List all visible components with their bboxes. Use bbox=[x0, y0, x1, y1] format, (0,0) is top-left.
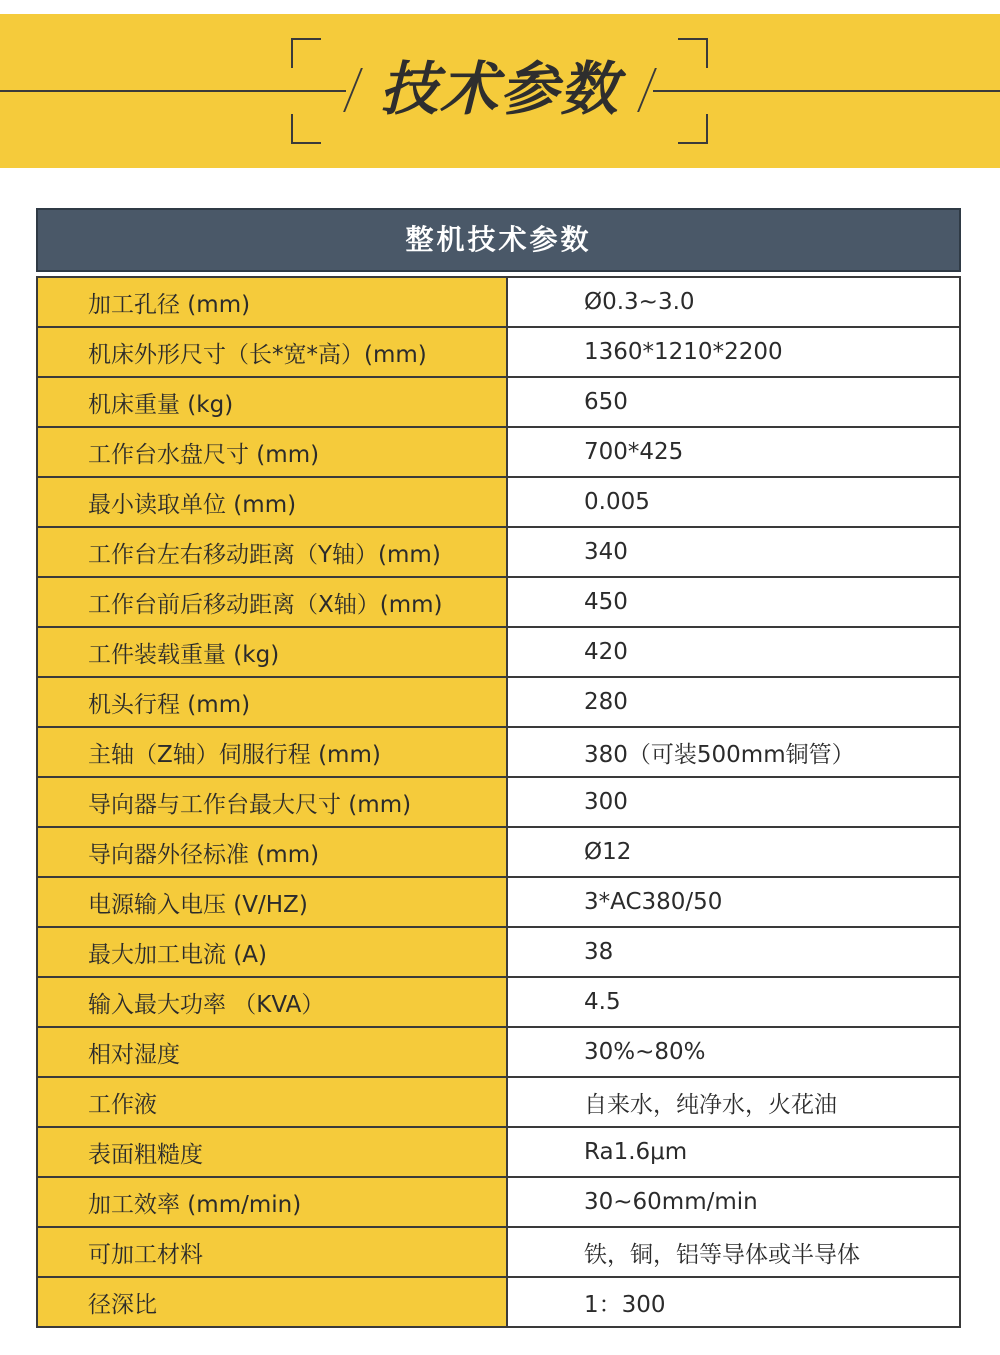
bracket-top-left bbox=[291, 38, 321, 68]
table-row bbox=[37, 377, 960, 427]
table-row bbox=[37, 327, 960, 377]
spec-value: 铁，铜，铝等导体或半导体 bbox=[507, 1227, 960, 1277]
table-row bbox=[37, 777, 960, 827]
spec-table bbox=[36, 276, 961, 1328]
spec-value: 自来水，纯净水，火花油 bbox=[507, 1077, 960, 1127]
bracket-bottom-left bbox=[291, 114, 321, 144]
page-title: 技术参数 bbox=[379, 55, 620, 123]
spec-value: 1360*1210*2200 bbox=[507, 327, 960, 377]
spec-label: 工件装载重量 (kg) bbox=[37, 627, 507, 677]
title-banner bbox=[0, 14, 1000, 168]
spec-label: 导向器与工作台最大尺寸 (mm) bbox=[37, 777, 507, 827]
spec-value: 38 bbox=[507, 927, 960, 977]
table-row bbox=[37, 677, 960, 727]
table-row bbox=[37, 1027, 960, 1077]
table-row bbox=[37, 1227, 960, 1277]
spec-label: 导向器外径标准 (mm) bbox=[37, 827, 507, 877]
spec-value: 700*425 bbox=[507, 427, 960, 477]
banner-line-right bbox=[653, 90, 1000, 92]
table-row bbox=[37, 527, 960, 577]
spec-label: 输入最大功率 （KVA） bbox=[37, 977, 507, 1027]
spec-value: 380（可装500mm铜管） bbox=[507, 727, 960, 777]
bracket-top-right bbox=[678, 38, 708, 68]
spec-value: Ra1.6μm bbox=[507, 1127, 960, 1177]
bracket-bottom-right bbox=[678, 114, 708, 144]
spec-label: 机床外形尺寸（长*宽*高）(mm) bbox=[37, 327, 507, 377]
spec-label: 最大加工电流 (A) bbox=[37, 927, 507, 977]
spec-value: 30%~80% bbox=[507, 1027, 960, 1077]
table-row bbox=[37, 627, 960, 677]
spec-label: 加工孔径 (mm) bbox=[37, 277, 507, 327]
spec-label: 工作台水盘尺寸 (mm) bbox=[37, 427, 507, 477]
spec-value: Ø12 bbox=[507, 827, 960, 877]
spec-label: 加工效率 (mm/min) bbox=[37, 1177, 507, 1227]
spec-value: 450 bbox=[507, 577, 960, 627]
spec-value: 3*AC380/50 bbox=[507, 877, 960, 927]
spec-label: 工作台前后移动距离（X轴）(mm) bbox=[37, 577, 507, 627]
table-row bbox=[37, 827, 960, 877]
spec-table-body bbox=[37, 277, 960, 1327]
table-row bbox=[37, 1277, 960, 1327]
table-row bbox=[37, 277, 960, 327]
spec-value: 1：300 bbox=[507, 1277, 960, 1327]
table-row bbox=[37, 977, 960, 1027]
spec-label: 电源输入电压 (V/HZ) bbox=[37, 877, 507, 927]
spec-label: 表面粗糙度 bbox=[37, 1127, 507, 1177]
table-title: 整机技术参数 bbox=[405, 223, 592, 256]
spec-label: 工作液 bbox=[37, 1077, 507, 1127]
spec-label: 机床重量 (kg) bbox=[37, 377, 507, 427]
table-row bbox=[37, 477, 960, 527]
spec-value: 300 bbox=[507, 777, 960, 827]
spec-value: 340 bbox=[507, 527, 960, 577]
table-row bbox=[37, 1077, 960, 1127]
spec-value: 4.5 bbox=[507, 977, 960, 1027]
spec-label: 机头行程 (mm) bbox=[37, 677, 507, 727]
table-row bbox=[37, 877, 960, 927]
table-row bbox=[37, 727, 960, 777]
spec-value: 30~60mm/min bbox=[507, 1177, 960, 1227]
table-row bbox=[37, 1177, 960, 1227]
table-row bbox=[37, 577, 960, 627]
banner-line-left bbox=[0, 90, 346, 92]
spec-value: 280 bbox=[507, 677, 960, 727]
table-row bbox=[37, 427, 960, 477]
spec-value: Ø0.3~3.0 bbox=[507, 277, 960, 327]
table-row bbox=[37, 1127, 960, 1177]
spec-label: 工作台左右移动距离（Y轴）(mm) bbox=[37, 527, 507, 577]
table-row bbox=[37, 927, 960, 977]
spec-label: 主轴（Z轴）伺服行程 (mm) bbox=[37, 727, 507, 777]
spec-value: 650 bbox=[507, 377, 960, 427]
spec-label: 最小读取单位 (mm) bbox=[37, 477, 507, 527]
spec-value: 420 bbox=[507, 627, 960, 677]
spec-label: 相对湿度 bbox=[37, 1027, 507, 1077]
table-header-bar bbox=[36, 208, 961, 272]
spec-label: 可加工材料 bbox=[37, 1227, 507, 1277]
spec-value: 0.005 bbox=[507, 477, 960, 527]
spec-label: 径深比 bbox=[37, 1277, 507, 1327]
